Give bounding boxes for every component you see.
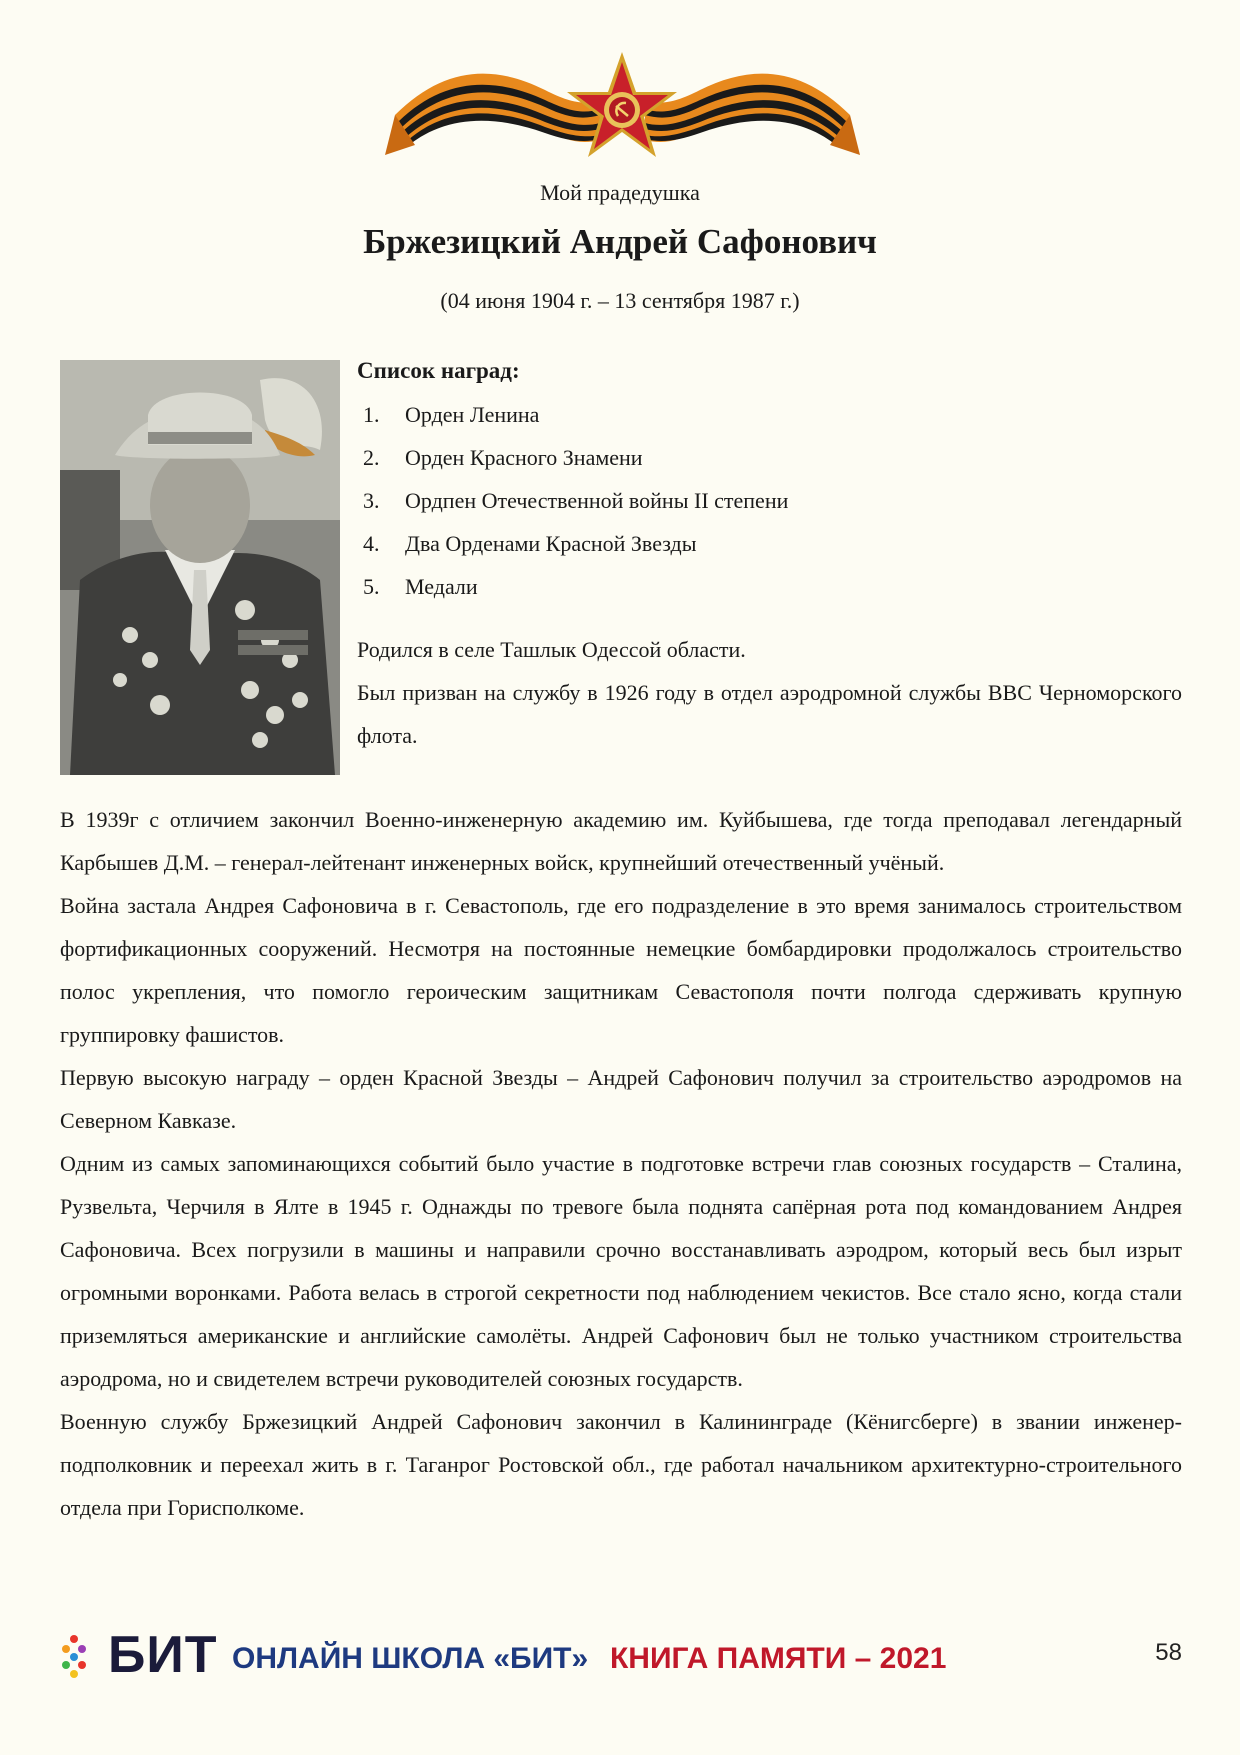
- awards-list: [357, 398, 788, 613]
- biography-body: [60, 798, 1182, 1529]
- ribbon-right: [645, 74, 860, 155]
- paragraph: В 1939г с отличием закончил Военно-инженерную академию им. Куйбышева, где тогда преподавал легендарный Карбышев Д.М. – генерал-лейтенант инженерных войск, крупнейший отечественный учёный.: [60, 807, 1182, 875]
- paragraph: Одним из самых запоминающихся событий было участие в подготовке встречи глав союзных государств – Сталина, Рузвельта, Черчиля в Ялте в 1945 г. Однажды по тревоге была поднята сапёрная рота под командованием Андрея Сафоновича. Всех погрузили в машины и направили срочно восстанавливать аэродром, который весь был изрыт огромными воронками. Работа велась в строгой секретности под наблюдением чекистов. Все стало ясно, когда стали приземляться американские и английские самолёты. Андрей Сафонович был не только участником строительства аэродрома, но и свидетелем встречи руководителей союзных государств.: [60, 1151, 1182, 1391]
- page-footer: [60, 1625, 1182, 1685]
- book-title: КНИГА ПАМЯТИ – 2021: [610, 1642, 947, 1675]
- paragraph: Родился в селе Ташлык Одессой области.: [357, 637, 746, 662]
- list-item: 2. Орден Красного Знамени: [363, 445, 643, 470]
- awards-title: Список наград:: [357, 358, 520, 383]
- school-name: ОНЛАЙН ШКОЛА «БИТ»: [232, 1642, 589, 1675]
- life-dates: (04 июня 1904 г. – 13 сентября 1987 г.): [440, 288, 800, 313]
- page-number: 58: [1155, 1639, 1182, 1666]
- st-george-ribbon-icon: [385, 45, 860, 170]
- list-item: 5. Медали: [363, 574, 478, 599]
- bit-logo-text: БИТ: [108, 1626, 218, 1684]
- bio-intro: [357, 628, 1182, 757]
- person-name: Бржезицкий Андрей Сафонович: [363, 222, 877, 261]
- paragraph: Был призван на службу в 1926 году в отдел аэродромной службы ВВС Черноморского флота.: [357, 680, 1182, 748]
- paragraph: Война застала Андрея Сафоновича в г. Севастополь, где его подразделение в это время занималось строительством фортификационных сооружений. Несмотря на постоянные немецкие бомбардировки продолжалось строительство полос укрепления, что помогло героическим защитникам Севастополя почти полгода сдерживать крупную группировку фашистов.: [60, 893, 1182, 1047]
- list-item: 1. Орден Ленина: [363, 402, 540, 427]
- list-item: 3. Ордпен Отечественной войны II степени: [363, 488, 789, 513]
- portrait-photo: [60, 360, 340, 775]
- paragraph: Военную службу Бржезицкий Андрей Сафонович закончил в Калининграде (Кёнигсберге) в звании инженер-подполковник и переехал жить в г. Таганрог Ростовской обл., где работал начальником архитектурно-строительного отдела при Горисполкоме.: [60, 1409, 1182, 1520]
- list-item: 4. Два Орденами Красной Звезды: [363, 531, 697, 556]
- paragraph: Первую высокую награду – орден Красной Звезды – Андрей Сафонович получил за строительство аэродромов на Северном Кавказе.: [60, 1065, 1182, 1133]
- ribbon-left: [385, 74, 600, 155]
- bit-logo-icon: [60, 1631, 100, 1681]
- page-subtitle: Мой прадедушка: [540, 180, 700, 205]
